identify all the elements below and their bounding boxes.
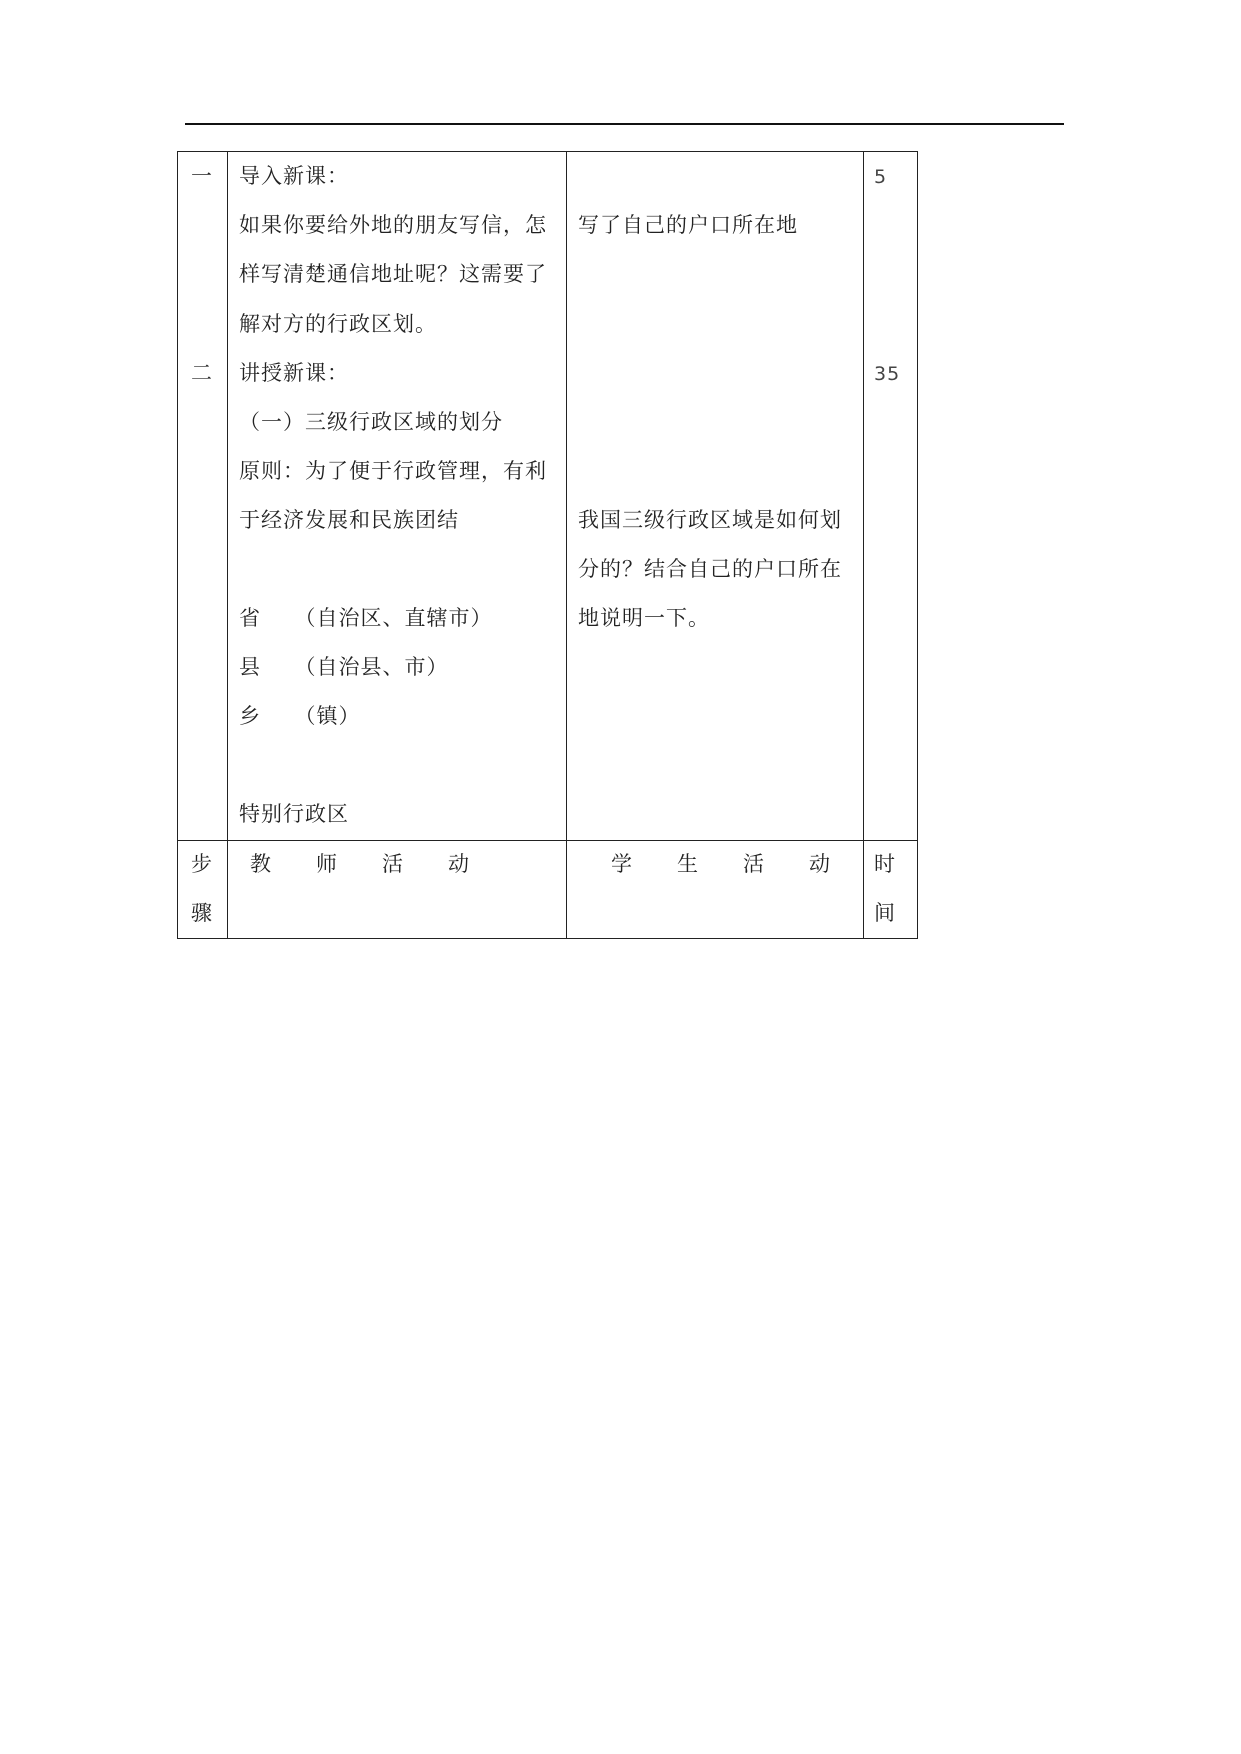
column-divider-3 <box>863 152 864 938</box>
step-label-1: 步 <box>191 852 213 876</box>
column-divider-2 <box>566 152 567 938</box>
time-label-2: 间 <box>874 901 896 925</box>
student-line-2: 我国三级行政区域是如何划 <box>578 508 842 532</box>
student-line-4: 地说明一下。 <box>578 606 710 630</box>
teacher-line-5: 讲授新课： <box>239 361 349 385</box>
teacher-activity-header: 教 师 活 动 <box>250 852 470 876</box>
time-1: 5 <box>874 166 888 188</box>
lesson-plan-table <box>177 151 918 939</box>
teacher-line-10: 县 （自治县、市） <box>239 655 449 679</box>
column-divider-1 <box>227 152 228 938</box>
teacher-line-4: 解对方的行政区划。 <box>239 312 437 336</box>
teacher-line-3: 样写清楚通信地址呢？这需要了 <box>239 262 547 286</box>
step-label-2: 骤 <box>191 901 213 925</box>
time-2: 35 <box>874 363 901 385</box>
teacher-line-9: 省 （自治区、直辖市） <box>239 606 493 630</box>
teacher-line-12: 特别行政区 <box>239 802 349 826</box>
row-divider <box>178 840 917 841</box>
student-line-3: 分的？结合自己的户口所在 <box>578 557 842 581</box>
step-1: 一 <box>191 164 213 188</box>
teacher-line-7: 原则：为了便于行政管理，有利 <box>239 459 547 483</box>
header-rule <box>185 123 1064 125</box>
time-label-1: 时 <box>874 852 896 876</box>
teacher-line-6: （一）三级行政区域的划分 <box>239 410 503 434</box>
teacher-line-8: 于经济发展和民族团结 <box>239 508 459 532</box>
teacher-line-11: 乡 （镇） <box>239 704 361 728</box>
student-line-1: 写了自己的户口所在地 <box>578 213 798 237</box>
student-activity-header: 学 生 活 动 <box>611 852 831 876</box>
teacher-line-2: 如果你要给外地的朋友写信，怎 <box>239 213 547 237</box>
step-2: 二 <box>191 361 213 385</box>
teacher-line-1: 导入新课： <box>239 164 349 188</box>
